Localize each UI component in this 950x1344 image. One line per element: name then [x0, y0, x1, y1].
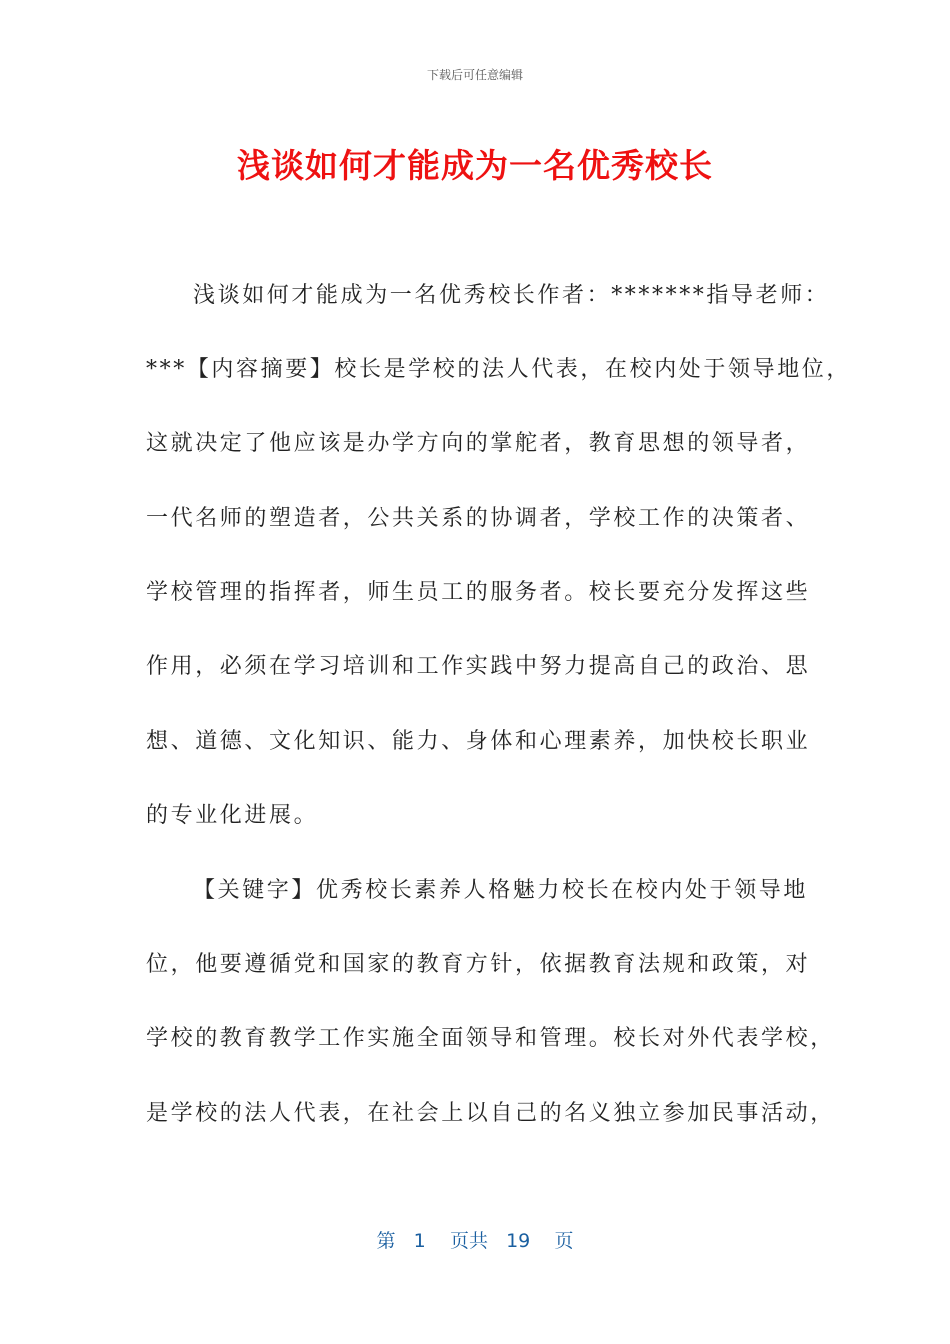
- body-line: 是学校的法人代表，在社会上以自己的名义独立参加民事活动，: [146, 1101, 835, 1126]
- body-line: 学校管理的指挥者，师生员工的服务者。校长要充分发挥这些: [146, 580, 811, 605]
- body-line: 浅谈如何才能成为一名优秀校长作者：*******指导老师：: [193, 283, 830, 308]
- body-line: 一代名师的塑造者，公共关系的协调者，学校工作的决策者、: [146, 506, 811, 531]
- footer-prefix: 第: [376, 1230, 396, 1252]
- document-title: 浅谈如何才能成为一名优秀校长: [237, 146, 713, 185]
- header-note: 下载后可任意编辑: [426, 68, 523, 82]
- body-line: 的专业化进展。: [146, 803, 319, 828]
- body-line: 【关键字】优秀校长素养人格魅力校长在校内处于领导地: [193, 878, 809, 903]
- body-line: 这就决定了他应该是办学方向的掌舵者，教育思想的领导者，: [146, 431, 811, 456]
- body-line: ***【内容摘要】校长是学校的法人代表，在校内处于领导地位，: [146, 357, 852, 382]
- footer-page-number: 1: [413, 1230, 426, 1252]
- body-line: 位，他要遵循党和国家的教育方针，依据教育法规和政策，对: [146, 952, 811, 977]
- footer-suffix: 页: [554, 1230, 574, 1252]
- body-line: 想、道德、文化知识、能力、身体和心理素养，加快校长职业: [146, 729, 811, 754]
- body-line: 作用，必须在学习培训和工作实践中努力提高自己的政治、思: [146, 654, 811, 679]
- body-line: 学校的教育教学工作实施全面领导和管理。校长对外代表学校，: [146, 1026, 835, 1051]
- footer-total-pages: 19: [506, 1230, 531, 1252]
- footer-middle: 页共: [449, 1230, 488, 1252]
- page-footer: [0, 1226, 950, 1253]
